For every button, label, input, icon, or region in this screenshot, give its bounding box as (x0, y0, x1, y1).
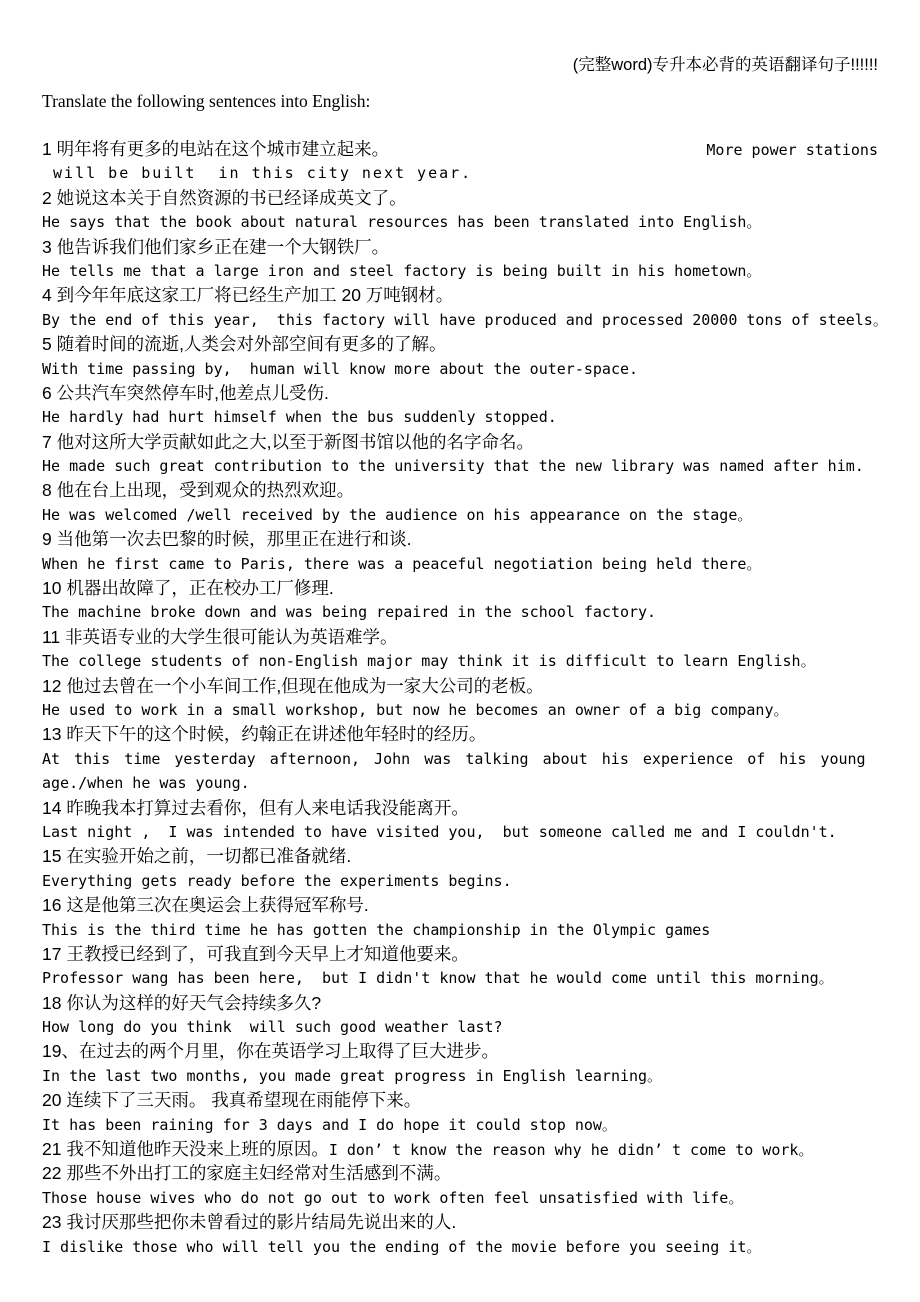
instruction-heading: Translate the following sentences into English: (42, 91, 371, 111)
chinese-sentence: 21 我不知道他昨天没来上班的原因。 (42, 1139, 329, 1160)
english-translation: I dislike those who will tell you the ending of the movie before you seeing it。 (42, 1237, 762, 1256)
chinese-sentence: 14 昨晚我本打算过去看你，但有人来电话我没能离开。 (42, 797, 469, 818)
english-translation: Last night , I was intended to have visited you, but someone called me and I couldn't. (42, 822, 837, 841)
english-translation: How long do you think will such good weather last? (42, 1018, 503, 1037)
chinese-sentence: 15 在实验开始之前，一切都已准备就绪. (42, 846, 352, 867)
english-translation: He used to work in a small workshop, but now he becomes an owner of a big company。 (42, 700, 789, 719)
chinese-sentence: 20 连续下了三天雨。 我真希望现在雨能停下来。 (42, 1090, 422, 1111)
english-translation: When he first came to Paris, there was a peaceful negotiation being held there。 (42, 554, 762, 573)
chinese-sentence: 2 她说这本关于自然资源的书已经译成英文了。 (42, 187, 407, 208)
english-translation: He tells me that a large iron and steel factory is being built in his hometown。 (42, 261, 762, 280)
chinese-sentence: 17 王教授已经到了，可我直到今天早上才知道他要来。 (42, 943, 469, 964)
english-translation: Those house wives who do not go out to work often feel unsatisfied with life。 (42, 1188, 744, 1207)
english-translation: Everything gets ready before the experiments begins. (42, 871, 512, 890)
chinese-sentence: 18 你认为这样的好天气会持续多久? (42, 992, 322, 1013)
english-translation: I don’ t know the reason why he didn’ t come to work。 (328, 1141, 814, 1160)
sentence-list (42, 137, 888, 1259)
chinese-sentence: 1 明年将有更多的电站在这个城市建立起来。 (42, 139, 390, 159)
chinese-sentence: 22 那些不外出打工的家庭主妇经常对生活感到不满。 (42, 1163, 452, 1184)
chinese-sentence: 4 到今年年底这家工厂将已经生产加工 20 万吨钢材。 (42, 285, 454, 306)
chinese-sentence: 3 他告诉我们他们家乡正在建一个大钢铁厂。 (42, 236, 390, 257)
english-translation: This is the third time he has gotten the championship in the Olympic games (42, 920, 711, 939)
sentence-line (42, 1137, 878, 1161)
chinese-sentence: 5 随着时间的流逝,人类会对外部空间有更多的了解。 (42, 334, 447, 355)
chinese-sentence: 19、在过去的两个月里，你在英语学习上取得了巨大进步。 (42, 1041, 499, 1062)
english-translation: By the end of this year, this factory will have produced and processed 20000 tons of steels。 (42, 310, 888, 329)
english-translation: With time passing by, human will know more about the outer-space. (42, 359, 639, 378)
english-translation: He was welcomed /well received by the audience on his appearance on the stage。 (42, 505, 753, 524)
chinese-sentence: 16 这是他第三次在奥运会上获得冠军称号. (42, 895, 369, 916)
english-translation: More power stations (706, 141, 878, 159)
english-translation: At this time yesterday afternoon, John was talking about his experience of his young (42, 749, 866, 768)
english-translation: age./when he was young. (42, 774, 250, 793)
sentence-line (42, 137, 878, 161)
chinese-sentence: 9 当他第一次去巴黎的时候，那里正在进行和谈. (42, 529, 412, 550)
english-translation: He says that the book about natural resources has been translated into English。 (42, 213, 762, 232)
chinese-sentence: 7 他对这所大学贡献如此之大,以至于新图书馆以他的名字命名。 (42, 431, 534, 452)
english-translation: In the last two months, you made great progress in English learning。 (42, 1066, 663, 1085)
chinese-sentence: 8 他在台上出现，受到观众的热烈欢迎。 (42, 480, 355, 501)
chinese-sentence: 10 机器出故障了，正在校办工厂修理. (42, 578, 334, 599)
chinese-sentence: 12 他过去曾在一个小车间工作,但现在他成为一家大公司的老板。 (42, 675, 544, 696)
document-title: (完整word)专升本必背的英语翻译句子!!!!!! (572, 56, 878, 74)
english-translation: He hardly had hurt himself when the bus suddenly stopped. (42, 408, 557, 427)
english-translation: Professor wang has been here, but I didn't know that he would come until this morning。 (42, 969, 834, 988)
chinese-sentence: 11 非英语专业的大学生很可能认为英语难学。 (42, 626, 398, 647)
chinese-sentence: 13 昨天下午的这个时候，约翰正在讲述他年轻时的经历。 (42, 724, 487, 745)
english-translation: The college students of non-English major may think it is difficult to learn English。 (42, 652, 816, 671)
english-translation: The machine broke down and was being repaired in the school factory. (42, 603, 657, 622)
english-translation: It has been raining for 3 days and I do hope it could stop now。 (42, 1115, 617, 1134)
chinese-sentence: 6 公共汽车突然停车时,他差点儿受伤. (42, 382, 329, 403)
english-translation: He made such great contribution to the university that the new library was named after him. (42, 457, 864, 476)
chinese-sentence: 23 我讨厌那些把你未曾看过的影片结局先说出来的人. (42, 1212, 457, 1233)
english-translation: will be built in this city next year. (42, 164, 473, 183)
